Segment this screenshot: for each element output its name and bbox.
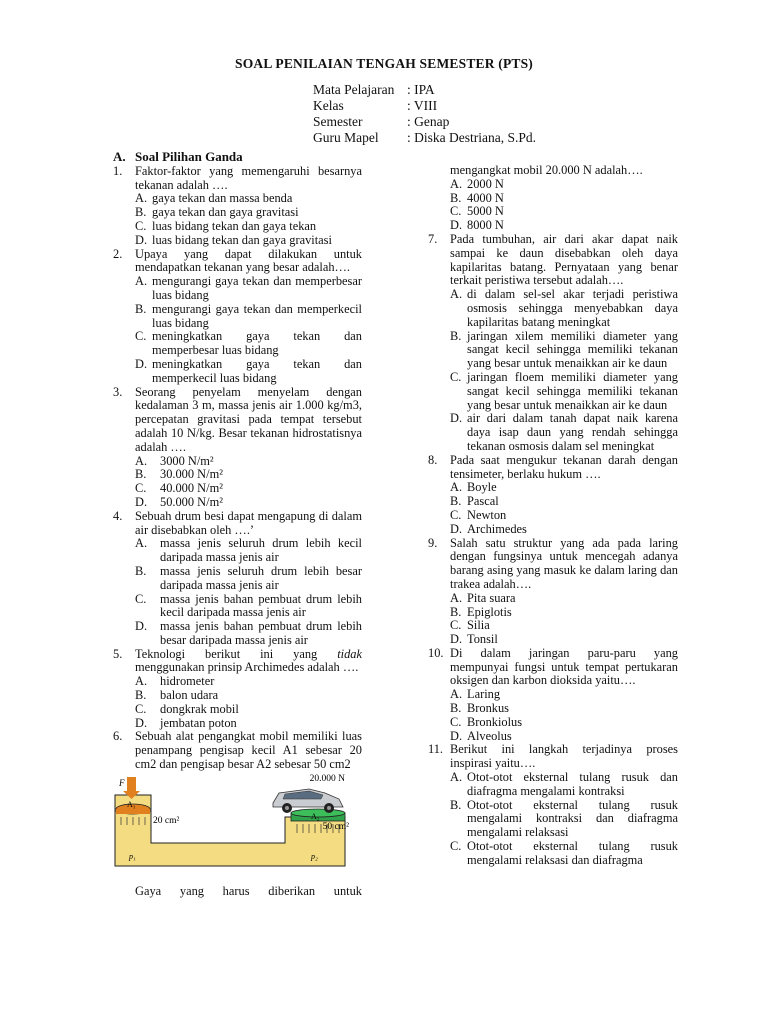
option-c: C. meningkatkan gaya tekan dan memperbesar luas bidang [135, 329, 362, 358]
question-6 [113, 730, 362, 898]
question-text: Berikut ini langkah terjadinya proses inspirasi yaitu…. [450, 742, 678, 771]
emphasis-tidak: tidak [337, 646, 362, 661]
question-stem: 5. Teknologi berikut ini yang tidak menggunakan prinsip Archimedes adalah …. [113, 646, 362, 675]
option-a: A. 3000 N/m² [135, 453, 214, 468]
option-d: D. massa jenis bahan pembuat drum lebih besar daripada massa jenis air [135, 619, 362, 647]
question-11 [428, 743, 678, 867]
meta-row-semester: Semester : Genap [313, 114, 450, 129]
question-stem: 4. Sebuah drum besi dapat mengapung di dalam air disebabkan oleh ….’ [113, 508, 362, 537]
pressure-label-p2: p₂ [311, 851, 318, 861]
question-text: Sebuah alat pengangkat mobil memiliki luas penampang pengisap kecil A1 sebesar 20 cm2 dan pengisap besar A2 sebesar 50 cm2 [135, 729, 362, 772]
exam-metadata [313, 82, 536, 146]
option-d: D. air dari dalam tanah dapat naik karena daya isap daun yang rendah sehingga tekanan osmosis dalam sel meningkat [450, 411, 678, 453]
question-7 [428, 233, 678, 454]
meta-row-subject: Mata Pelajaran : IPA [313, 82, 435, 97]
question-6-continued [428, 164, 678, 233]
option-b: B. 30.000 N/m² [135, 467, 223, 482]
question-stem: 7. Pada tumbuhan, air dari akar dapat naik sampai ke daun disebabkan oleh daya kapilaritas batang. Pernyataan yang benar terkait peristiwa tersebut adalah…. [428, 231, 678, 288]
option-a: A. Boyle [450, 480, 497, 495]
question-stem: 6. Sebuah alat pengangkat mobil memiliki luas penampang pengisap kecil A1 sebesar 20 cm2 dan pengisap besar A2 sebesar 50 cm2 [113, 729, 362, 772]
option-c: C. massa jenis bahan pembuat drum lebih kecil daripada massa jenis air [135, 591, 362, 620]
question-stem: 1. Faktor-faktor yang memengaruhi besarnya tekanan adalah …. [113, 163, 362, 192]
option-d: D. luas bidang tekan dan gaya gravitasi [135, 232, 332, 247]
option-b: B. Bronkus [450, 701, 509, 716]
pressure-label-p1: p₁ [129, 851, 136, 861]
question-text: Sebuah drum besi dapat mengapung di dalam air disebabkan oleh ….’ [135, 508, 362, 537]
option-d: D. jembatan poton [135, 715, 237, 730]
option-c: C. Bronkiolus [450, 714, 523, 729]
option-a: A. Otot-otot eksternal tulang rusuk dan diafragma mengalami kontraksi [450, 770, 678, 798]
question-stem: 3. Seorang penyelam menyelam dengan kedalaman 3 m, massa jenis air 1.000 kg/m3, percepatan gravitasi pada tempat tersebut adalah 10 N/kg. Besar tekanan hidrostatisnya adalah …. [113, 384, 362, 454]
question-text: Pada tumbuhan, air dari akar dapat naik sampai ke daun disebabkan oleh daya kapilaritas batang. Pernyataan yang benar terkait peristiwa tersebut adalah…. [450, 231, 678, 288]
option-c: C. dongkrak mobil [135, 701, 239, 716]
option-a: A. Pita suara [450, 590, 516, 605]
small-piston-body [116, 809, 150, 814]
question-text-continued: mengangkat mobil 20.000 N adalah…. [450, 163, 643, 177]
question-stem: 8. Pada saat mengukur tekanan darah dengan tensimeter, berlaku hukum …. [428, 452, 678, 481]
question-text: Seorang penyelam menyelam dengan kedalaman 3 m, massa jenis air 1.000 kg/m3, percepatan gravitasi pada tempat tersebut adalah 10 N/kg. Besar tekanan hidrostatisnya adalah …. [135, 384, 362, 454]
option-a: A. Laring [450, 687, 501, 702]
option-a: A. gaya tekan dan massa benda [135, 191, 293, 206]
option-b: B. Otot-otot eksternal tulang rusuk mengalami kontraksi dan diafragma mengalami relaksasi [450, 797, 678, 840]
section-heading: A. Soal Pilihan Ganda [113, 149, 243, 164]
option-c: C. Newton [450, 507, 507, 522]
option-c: C. Otot-otot eksternal tulang rusuk mengalami relaksasi dan diafragma [450, 839, 678, 867]
question-text: Teknologi berikut ini yang tidak menggunakan prinsip Archimedes adalah …. [135, 646, 362, 675]
question-text: Pada saat mengukur tekanan darah dengan tensimeter, berlaku hukum …. [450, 452, 678, 481]
question-text-continued: Gaya yang harus diberikan untuk [135, 883, 362, 898]
option-c: C. jaringan floem memiliki diameter yang sangat kecil sehingga memiliki tekanan yang besar untuk menaikkan air ke daun [450, 369, 678, 412]
option-d: D. 8000 N [450, 218, 504, 233]
area1-value: 20 cm² [153, 815, 180, 826]
area-label-a2: A₂ [311, 811, 320, 821]
right-column [428, 164, 678, 868]
option-b: B. Pascal [450, 494, 499, 509]
area-label-a1: A₁ [127, 799, 136, 809]
question-4 [113, 510, 362, 648]
option-a: A. hidrometer [135, 674, 215, 689]
hydraulic-lift-diagram [113, 773, 362, 870]
hydraulic-lift-figure [113, 773, 362, 870]
option-c: C. Silia [450, 618, 490, 633]
meta-row-teacher: Guru Mapel : Diska Destriana, S.Pd. [313, 130, 536, 145]
question-text: Upaya yang dapat dilakukan untuk mendapatkan tekanan yang besar adalah…. [135, 246, 362, 275]
option-d: D. Archimedes [450, 521, 527, 536]
question-8 [428, 454, 678, 537]
left-column [113, 150, 362, 899]
question-stem: 9. Salah satu struktur yang ada pada laring dengan fungsinya untuk mencegah adanya barang asing yang masuk ke dalam laring dan trakea adalah…. [428, 535, 678, 591]
question-text: Faktor-faktor yang memengaruhi besarnya tekanan adalah …. [135, 163, 362, 192]
option-a: A. 2000 N [450, 176, 504, 191]
question-5 [113, 648, 362, 731]
option-d: D. Tonsil [450, 632, 498, 647]
load-label: 20.000 N [309, 773, 345, 784]
option-d: D. meningkatkan gaya tekan dan memperkecil luas bidang [135, 356, 362, 385]
question-text: Salah satu struktur yang ada pada laring dengan fungsinya untuk mencegah adanya barang asing yang masuk ke dalam laring dan trakea adalah…. [450, 535, 678, 591]
option-b: B. massa jenis seluruh drum lebih besar daripada massa jenis air [135, 563, 362, 592]
option-a: A. di dalam sel-sel akar terjadi peristiwa osmosis sehingga menyebabkan daya kapilaritas batang meningkat [450, 287, 678, 329]
question-2 [113, 248, 362, 386]
question-3 [113, 386, 362, 510]
option-a: A. mengurangi gaya tekan dan memperbesar luas bidang [135, 274, 362, 302]
page-title: SOAL PENILAIAN TENGAH SEMESTER (PTS) [234, 56, 534, 71]
question-text: Di dalam jaringan paru-paru yang mempunyai fungsi untuk tempat pertukaran oksigen dan karbon dioksida yaitu…. [450, 645, 678, 688]
option-c: C. luas bidang tekan dan gaya tekan [135, 218, 317, 233]
option-b: B. jaringan xilem memiliki diameter yang sangat kecil sehingga memiliki tekanan yang besar untuk menaikkan air ke daun [450, 328, 678, 371]
option-a: A. massa jenis seluruh drum lebih kecil daripada massa jenis air [135, 536, 362, 565]
option-b: B. mengurangi gaya tekan dan memperkecil luas bidang [135, 301, 362, 330]
option-b: B. balon udara [135, 688, 219, 703]
question-stem: 10. Di dalam jaringan paru-paru yang mempunyai fungsi untuk tempat pertukaran oksigen dan karbon dioksida yaitu…. [428, 645, 678, 688]
question-1 [113, 165, 362, 248]
question-stem: 11. Berikut ini langkah terjadinya proses inspirasi yaitu…. [428, 742, 678, 771]
question-10 [428, 647, 678, 744]
meta-row-class: Kelas : VIII [313, 98, 438, 113]
option-d: D. Alveolus [450, 728, 512, 743]
area2-value: 50 cm² [322, 821, 349, 832]
question-9 [428, 537, 678, 647]
option-d: D. 50.000 N/m² [135, 494, 223, 509]
option-c: C. 5000 N [450, 204, 504, 219]
option-c: C. 40.000 N/m² [135, 481, 223, 496]
option-b: B. Epiglotis [450, 604, 512, 619]
force-label: F [119, 777, 125, 788]
option-b: B. 4000 N [450, 190, 504, 205]
force-arrow-shaft [127, 777, 136, 791]
option-b: B. gaya tekan dan gaya gravitasi [135, 205, 299, 220]
question-stem: 2. Upaya yang dapat dilakukan untuk mendapatkan tekanan yang besar adalah…. [113, 246, 362, 275]
